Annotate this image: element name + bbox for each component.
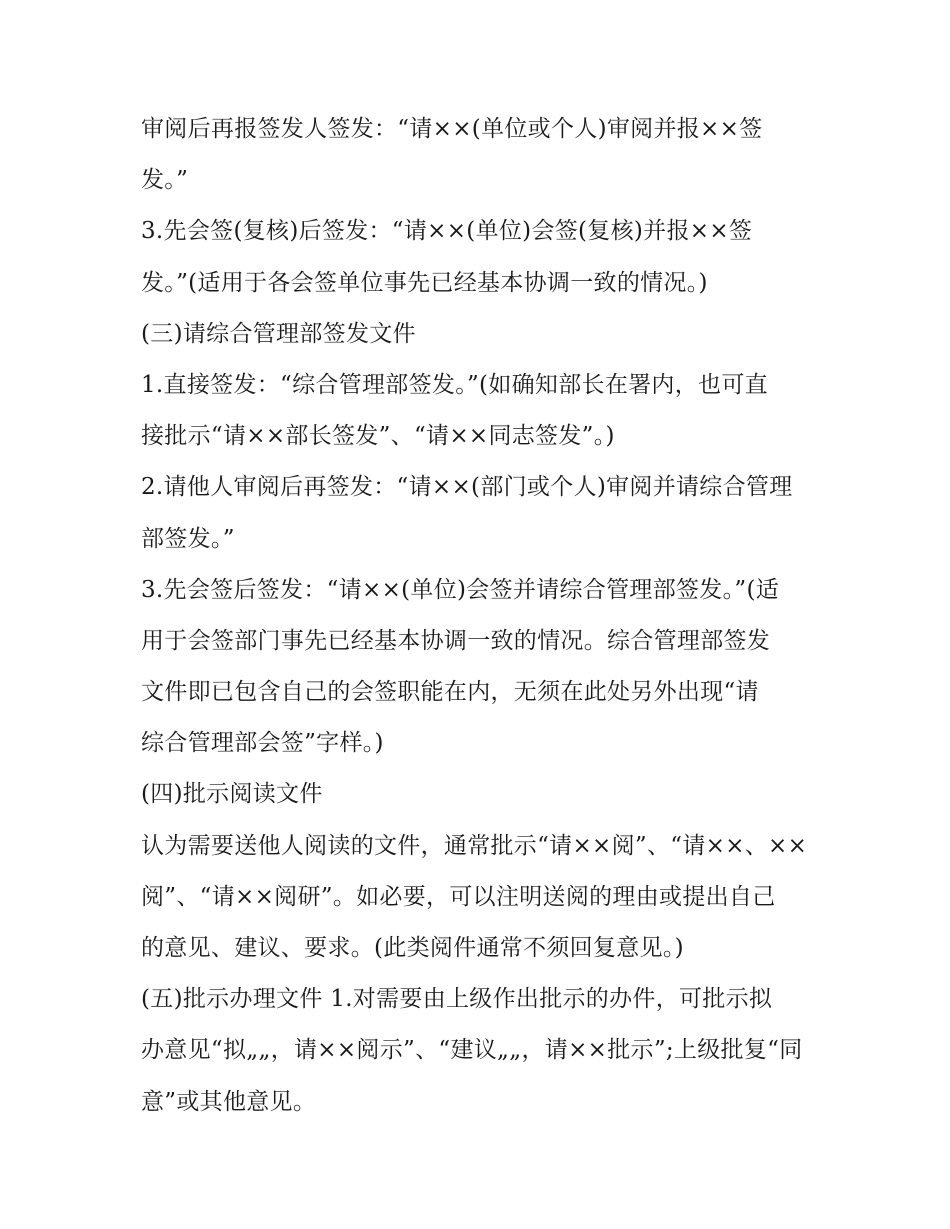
text-line: 办意见“拟„„，请××阅示”、“建议„„，请××批示”;上级批复“同 <box>141 1037 803 1064</box>
section-heading: (三)请综合管理部签发文件 <box>141 320 416 347</box>
text-line: 3.先会签(复核)后签发：“请××(单位)会签(复核)并报××签 <box>141 218 753 245</box>
text-line: 文件即已包含自己的会签职能在内，无须在此处另外出现“请 <box>141 679 759 706</box>
text-line: 3.先会签后签发：“请××(单位)会签并请综合管理部签发。”(适 <box>141 576 780 603</box>
document-body <box>141 104 813 1128</box>
text-line: 认为需要送他人阅读的文件，通常批示“请××阅”、“请××、×× <box>141 832 808 859</box>
section-heading: (四)批示阅读文件 <box>141 781 323 808</box>
text-line: 发。”(适用于各会签单位事先已经基本协调一致的情况。) <box>141 269 708 296</box>
text-line: 的意见、建议、要求。(此类阅件通常不须回复意见。) <box>141 935 684 961</box>
text-line: 意”或其他意见。 <box>141 1088 317 1115</box>
text-line: 2.请他人审阅后再签发：“请××(部门或个人)审阅并请综合管理 <box>141 474 793 501</box>
text-line: 接批示“请××部长签发”、“请××同志签发”。) <box>141 423 615 450</box>
text-line: 1.直接签发：“综合管理部签发。”(如确知部长在署内，也可直 <box>141 371 768 398</box>
text-line: 综合管理部会签”字样。) <box>141 730 384 757</box>
text-line: 审阅后再报签发人签发：“请××(单位或个人)审阅并报××签 <box>141 116 763 142</box>
text-line: (五)批示办理文件 1.对需要由上级作出批示的办件，可批示拟 <box>141 986 773 1013</box>
text-line: 用于会签部门事先已经基本协调一致的情况。综合管理部签发 <box>141 627 771 654</box>
text-line: 阅”、“请××阅研”。如必要，可以注明送阅的理由或提出自己 <box>141 883 776 910</box>
text-line: 发。” <box>141 167 189 194</box>
text-line: 部签发。” <box>141 525 235 552</box>
